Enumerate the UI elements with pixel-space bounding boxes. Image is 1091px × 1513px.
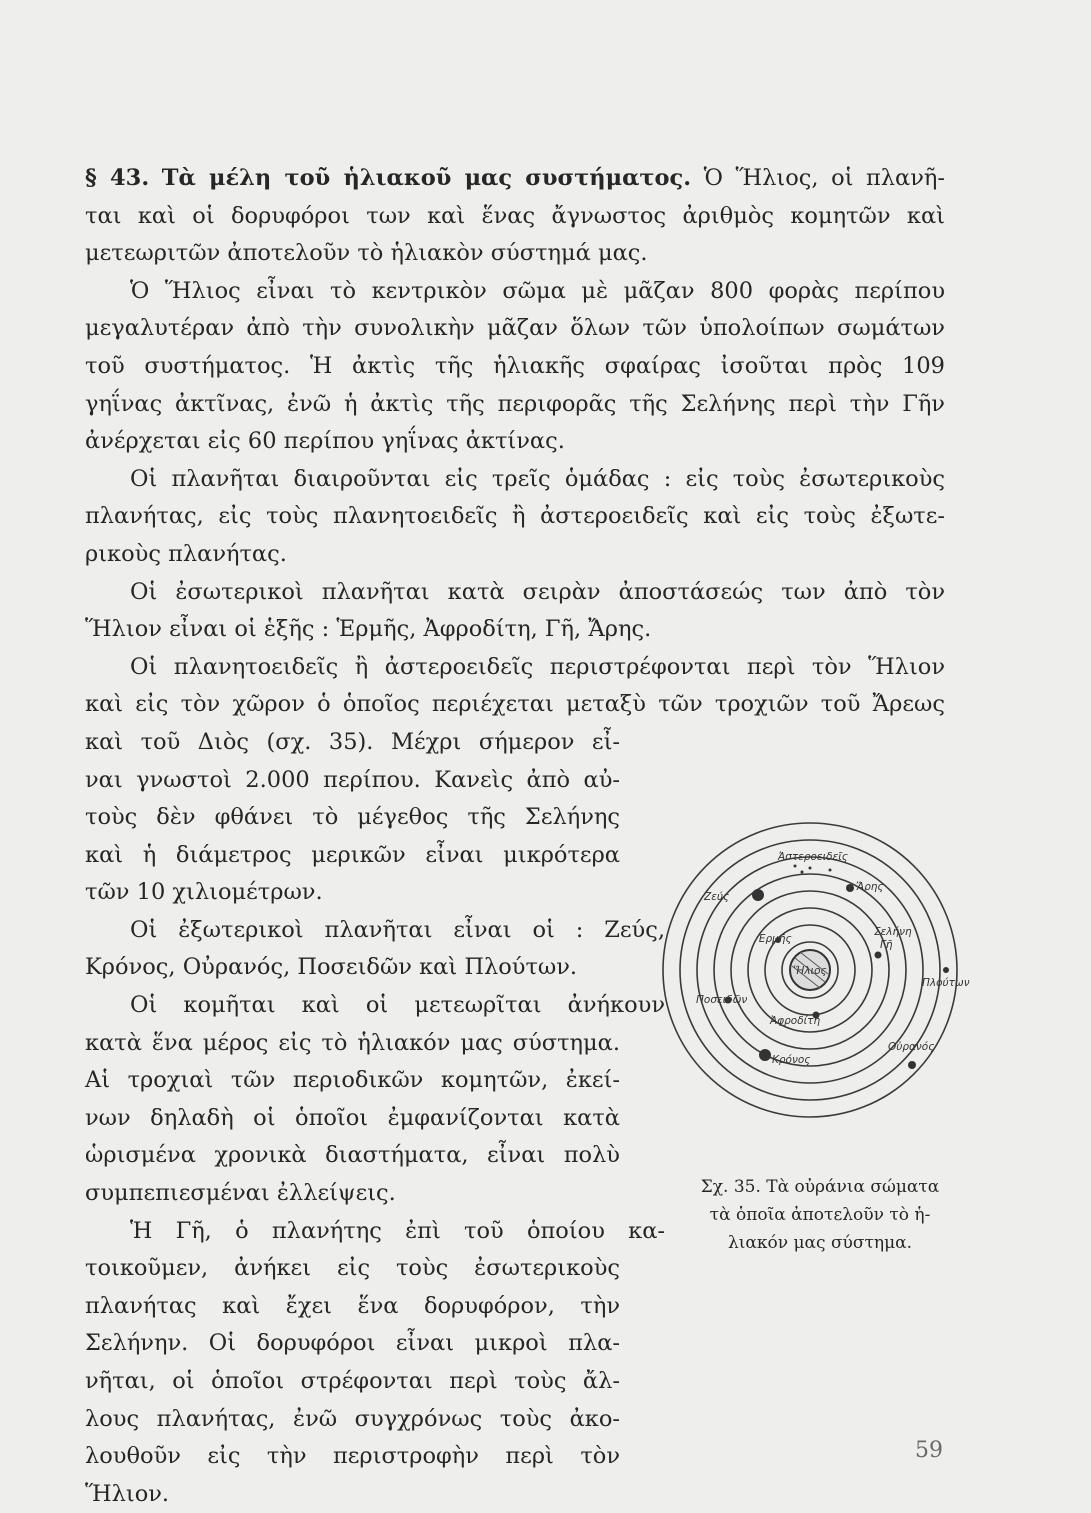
- asteroid-belt-icon: [794, 865, 832, 874]
- caption-line: Σχ. 35. Τὰ οὐράνια σώματα: [700, 1177, 940, 1197]
- figure-caption: [670, 1173, 970, 1257]
- planet-icon: [752, 889, 764, 901]
- saturn-label: Κρόνος: [772, 1054, 811, 1066]
- text-line: ναι γνωστοὶ 2.000 περίπου. Κανεὶς ἀπὸ αὐ-: [85, 766, 620, 793]
- solar-system-diagram: [660, 800, 970, 1160]
- section-heading-line: [85, 160, 945, 198]
- paragraph-text: Ὁ Ἥλιος, οἱ πλανῆ-: [703, 165, 945, 191]
- text-line: Οἱ πλανητοειδεῖς ἢ ἀστεροειδεῖς περιστρέφονται περὶ τὸν Ἥλιον: [130, 653, 945, 680]
- section-number: § 43.: [85, 165, 150, 191]
- text-line: Ὁ Ἥλιος εἶναι τὸ κεντρικὸν σῶμα μὲ μᾶζαν 800 φορὰς περίπου: [130, 277, 945, 304]
- text-line: τοῦ συστήματος. Ἡ ἀκτὶς τῆς ἡλιακῆς σφαίρας ἰσοῦται πρὸς 109: [85, 352, 945, 379]
- text-line: πλανήτας, εἰς τοὺς πλανητοειδεῖς ἢ ἀστεροειδεῖς καὶ εἰς τοὺς ἐξωτε-: [85, 503, 945, 530]
- text-line: Οἱ ἐξωτερικοὶ πλανῆται εἶναι οἱ : Ζεύς,: [130, 916, 665, 943]
- text-line: Αἱ τροχιαὶ τῶν περιοδικῶν κομητῶν, ἐκεί-: [85, 1067, 620, 1094]
- mars-label: Ἄρης: [856, 881, 884, 893]
- text-line: τοικοῦμεν, ἀνήκει εἰς τοὺς ἐσωτερικοὺς: [85, 1255, 620, 1282]
- earth-label: Γῆ: [880, 939, 893, 951]
- mercury-label: Ἑρμῆς: [758, 933, 792, 945]
- asteroids-label: Ἀστεροειδεῖς: [778, 851, 848, 863]
- planet-icon: [943, 967, 949, 973]
- text-line: Ἥλιον.: [85, 1480, 170, 1507]
- section-title: Τὰ μέλη τοῦ ἡλιακοῦ μας συστήματος.: [161, 165, 692, 191]
- moon-label: Σελήνη: [874, 926, 912, 938]
- text-line: ρικοὺς πλανήτας.: [85, 540, 287, 567]
- uranus-label: Οὐρανός: [888, 1041, 935, 1053]
- caption-line: τὰ ὁποῖα ἀποτελοῦν τὸ ἡ-: [709, 1205, 931, 1225]
- text-line: κατὰ ἕνα μέρος εἰς τὸ ἡλιακόν μας σύστημα.: [85, 1029, 620, 1056]
- sun-label: Ἥλιος: [793, 965, 827, 977]
- planet-icon: [846, 884, 854, 892]
- text-line: ται καὶ οἱ δορυφόροι των καὶ ἕνας ἄγνωστος ἀριθμὸς κομητῶν καὶ: [85, 202, 945, 229]
- text-line: λους πλανήτας, ἐνῶ συγχρόνως τοὺς ἀκο-: [85, 1405, 620, 1432]
- planet-icon: [908, 1061, 916, 1069]
- text-line: μεγαλυτέραν ἀπὸ τὴν συνολικὴν μᾶζαν ὅλων τῶν ὑπολοίπων σωμάτων: [85, 315, 945, 342]
- caption-line: λιακόν μας σύστημα.: [727, 1233, 913, 1253]
- text-line: ὡρισμένα χρονικὰ διαστήματα, εἶναι πολὺ: [85, 1142, 620, 1169]
- text-line: τοὺς δὲν φθάνει τὸ μέγεθος τῆς Σελήνης: [85, 804, 620, 831]
- text-line: ἀνέρχεται εἰς 60 περίπου γηΐνας ἀκτίνας.: [85, 428, 565, 455]
- text-line: Σελήνην. Οἱ δορυφόροι εἶναι μικροὶ πλα-: [85, 1330, 620, 1357]
- text-line: καὶ ἡ διάμετρος μερικῶν εἶναι μικρότερα: [85, 841, 620, 868]
- pluto-label: Πλούτων: [922, 977, 970, 989]
- jupiter-label: Ζεύς: [704, 891, 730, 903]
- text-line: Ἡ Γῆ, ὁ πλανήτης ἐπὶ τοῦ ὁποίου κα-: [130, 1217, 665, 1244]
- text-line: λουθοῦν εἰς τὴν περιστροφὴν περὶ τὸν: [85, 1443, 620, 1470]
- neptune-label: Ποσειδῶν: [696, 994, 748, 1006]
- text-line: καὶ εἰς τὸν χῶρον ὁ ὁποῖος περιέχεται μεταξὺ τῶν τροχιῶν τοῦ Ἄρεως: [85, 691, 945, 718]
- planet-icon: [759, 1049, 771, 1061]
- page-number: 59: [915, 1438, 943, 1463]
- venus-label: Ἀφροδίτη: [770, 1015, 821, 1027]
- text-line: γηΐνας ἀκτῖνας, ἐνῶ ἡ ἀκτὶς τῆς περιφορᾶς τῆς Σελήνης περὶ τὴν Γῆν: [85, 390, 945, 417]
- text-line: τῶν 10 χιλιομέτρων.: [85, 879, 323, 906]
- text-line: καὶ τοῦ Διὸς (σχ. 35). Μέχρι σήμερον εἶ-: [85, 728, 620, 755]
- text-line: μετεωριτῶν ἀποτελοῦν τὸ ἡλιακὸν σύστημά μας.: [85, 240, 648, 267]
- text-line: νῆται, οἱ ὁποῖοι στρέφονται περὶ τοὺς ἄλ-: [85, 1368, 620, 1394]
- text-line: συμπεπιεσμέναι ἐλλείψεις.: [85, 1180, 396, 1207]
- text-line: Οἱ ἐσωτερικοὶ πλανῆται κατὰ σειρὰν ἀποστάσεώς των ἀπὸ τὸν: [130, 578, 945, 605]
- text-line: Κρόνος, Οὐρανός, Ποσειδῶν καὶ Πλούτων.: [85, 954, 578, 981]
- solar-system-figure: [660, 800, 970, 1160]
- text-line: πλανήτας καὶ ἔχει ἕνα δορυφόρον, τὴν: [85, 1292, 620, 1319]
- earth-icon: [875, 952, 882, 959]
- text-line: Οἱ κομῆται καὶ οἱ μετεωρῖται ἀνήκουν: [130, 992, 665, 1019]
- text-line: Οἱ πλανῆται διαιροῦνται εἰς τρεῖς ὁμάδας : εἰς τοὺς ἐσωτερικοὺς: [130, 465, 945, 492]
- text-line: Ἥλιον εἶναι οἱ ἑξῆς : Ἑρμῆς, Ἀφροδίτη, Γῆ, Ἄρης.: [85, 616, 652, 643]
- text-line: νων δηλαδὴ οἱ ὁποῖοι ἐμφανίζονται κατὰ: [85, 1104, 620, 1131]
